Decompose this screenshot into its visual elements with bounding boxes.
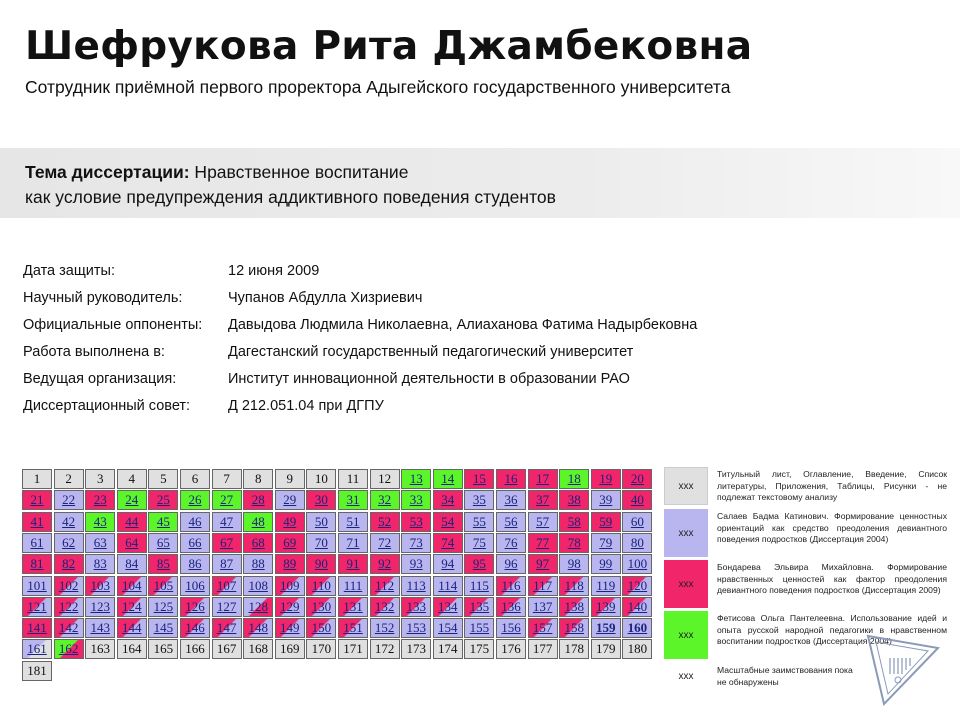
theme-label: Тема диссертации:: [25, 162, 190, 182]
page-cell-168: 168: [243, 639, 273, 659]
page-cell-56[interactable]: 56: [496, 512, 526, 532]
page-cell-65[interactable]: 65: [148, 533, 178, 553]
page-cell-159[interactable]: 159: [591, 618, 621, 638]
page-cell-42[interactable]: 42: [54, 512, 84, 532]
page-cell-119[interactable]: 119: [591, 576, 621, 596]
page-cell-59[interactable]: 59: [591, 512, 621, 532]
page-cell-161[interactable]: 161: [22, 639, 52, 659]
page-cell-162[interactable]: 162: [54, 639, 84, 659]
page-cell-180: 180: [622, 639, 652, 659]
page-cell-89[interactable]: 89: [275, 554, 305, 574]
page-cell-105[interactable]: 105: [148, 576, 178, 596]
page-cell-37[interactable]: 37: [528, 490, 558, 510]
page-cell-30[interactable]: 30: [306, 490, 336, 510]
legend-swatch: xxx: [664, 611, 708, 659]
page-cell-91[interactable]: 91: [338, 554, 368, 574]
page-cell-151[interactable]: 151: [338, 618, 368, 638]
page-cell-158[interactable]: 158: [559, 618, 589, 638]
page-cell-80[interactable]: 80: [622, 533, 652, 553]
page-cell-66[interactable]: 66: [180, 533, 210, 553]
legend-swatch: xxx: [664, 663, 708, 689]
page-cell-134[interactable]: 134: [433, 597, 463, 617]
page-cell-104[interactable]: 104: [117, 576, 147, 596]
page-cell-31[interactable]: 31: [338, 490, 368, 510]
legend-item-source-1: [664, 509, 960, 557]
page-cell-60[interactable]: 60: [622, 512, 652, 532]
page-cell-90[interactable]: 90: [306, 554, 336, 574]
page-cell-128[interactable]: 128: [243, 597, 273, 617]
page-cell-9: 9: [275, 469, 305, 489]
page-cell-46[interactable]: 46: [180, 512, 210, 532]
page-cell-173: 173: [401, 639, 431, 659]
page-cell-133[interactable]: 133: [401, 597, 431, 617]
page-cell-76[interactable]: 76: [496, 533, 526, 553]
page-cell-34[interactable]: 34: [433, 490, 463, 510]
page-cell-148[interactable]: 148: [243, 618, 273, 638]
info-value: Институт инновационной деятельности в образовании РАО: [228, 371, 630, 387]
page-cell-75[interactable]: 75: [464, 533, 494, 553]
page-cell-152[interactable]: 152: [370, 618, 400, 638]
page-cell-107[interactable]: 107: [212, 576, 242, 596]
page-cell-132[interactable]: 132: [370, 597, 400, 617]
page-cell-97[interactable]: 97: [528, 554, 558, 574]
page-cell-139[interactable]: 139: [591, 597, 621, 617]
legend-item-excluded: [664, 467, 960, 505]
theme-line1: Нравственное воспитание: [189, 162, 409, 182]
page-cell-112[interactable]: 112: [370, 576, 400, 596]
page-cell-113[interactable]: 113: [401, 576, 431, 596]
page-cell-149[interactable]: 149: [275, 618, 305, 638]
page-cell-27[interactable]: 27: [212, 490, 242, 510]
page-cell-94[interactable]: 94: [433, 554, 463, 574]
page-cell-83[interactable]: 83: [85, 554, 115, 574]
theme-line2: как условие предупреждения аддиктивного поведения студентов: [25, 187, 556, 207]
page-cell-109[interactable]: 109: [275, 576, 305, 596]
page-cell-164: 164: [117, 639, 147, 659]
page-cell-130[interactable]: 130: [306, 597, 336, 617]
page-cell-143[interactable]: 143: [85, 618, 115, 638]
page-cell-138[interactable]: 138: [559, 597, 589, 617]
page-cell-69[interactable]: 69: [275, 533, 305, 553]
page-cell-24[interactable]: 24: [117, 490, 147, 510]
legend-text: Фетисова Ольга Пантелеевна. Использование идей и опыта русской народной педагогики в нравственном воспитании подростков (Диссертация 2004): [717, 613, 947, 646]
info-label: Официальные оппоненты:: [23, 317, 203, 333]
page-cell-25[interactable]: 25: [148, 490, 178, 510]
page-cell-74[interactable]: 74: [433, 533, 463, 553]
page-cell-140[interactable]: 140: [622, 597, 652, 617]
info-label: Ведущая организация:: [23, 371, 177, 387]
page-cell-44[interactable]: 44: [117, 512, 147, 532]
page-cell-114[interactable]: 114: [433, 576, 463, 596]
page-cell-61[interactable]: 61: [22, 533, 52, 553]
page-cell-179: 179: [591, 639, 621, 659]
page-cell-39[interactable]: 39: [591, 490, 621, 510]
page-cell-22[interactable]: 22: [54, 490, 84, 510]
page-cell-78[interactable]: 78: [559, 533, 589, 553]
info-value: Чупанов Абдулла Хизриевич: [228, 290, 423, 306]
page-cell-29[interactable]: 29: [275, 490, 305, 510]
page-cell-82[interactable]: 82: [54, 554, 84, 574]
page-cell-166: 166: [180, 639, 210, 659]
page-cell-79[interactable]: 79: [591, 533, 621, 553]
info-value: Дагестанский государственный педагогический университет: [228, 344, 634, 360]
page-cell-177: 177: [528, 639, 558, 659]
page-cell-137[interactable]: 137: [528, 597, 558, 617]
page-cell-155[interactable]: 155: [464, 618, 494, 638]
page-cell-16[interactable]: 16: [496, 469, 526, 489]
page-cell-181: 181: [22, 661, 52, 681]
page-cell-43[interactable]: 43: [85, 512, 115, 532]
dissertation-theme: [25, 160, 556, 210]
page-cell-150[interactable]: 150: [306, 618, 336, 638]
page-cell-77[interactable]: 77: [528, 533, 558, 553]
page-cell-11: 11: [338, 469, 368, 489]
page-cell-28[interactable]: 28: [243, 490, 273, 510]
page-cell-117[interactable]: 117: [528, 576, 558, 596]
page-cell-167: 167: [212, 639, 242, 659]
page-cell-99[interactable]: 99: [591, 554, 621, 574]
page-cell-64[interactable]: 64: [117, 533, 147, 553]
page-cell-32[interactable]: 32: [370, 490, 400, 510]
page-cell-33[interactable]: 33: [401, 490, 431, 510]
page-cell-124[interactable]: 124: [117, 597, 147, 617]
page-cell-156[interactable]: 156: [496, 618, 526, 638]
page-cell-18[interactable]: 18: [559, 469, 589, 489]
page-cell-17[interactable]: 17: [528, 469, 558, 489]
page-cell-154[interactable]: 154: [433, 618, 463, 638]
page-cell-58[interactable]: 58: [559, 512, 589, 532]
page-cell-15[interactable]: 15: [464, 469, 494, 489]
page-cell-116[interactable]: 116: [496, 576, 526, 596]
page-cell-93[interactable]: 93: [401, 554, 431, 574]
page-cell-87[interactable]: 87: [212, 554, 242, 574]
page-cell-63[interactable]: 63: [85, 533, 115, 553]
page-cell-8: 8: [243, 469, 273, 489]
page-cell-96[interactable]: 96: [496, 554, 526, 574]
page-cell-122[interactable]: 122: [54, 597, 84, 617]
page-cell-40[interactable]: 40: [622, 490, 652, 510]
page-cell-123[interactable]: 123: [85, 597, 115, 617]
page-cell-103[interactable]: 103: [85, 576, 115, 596]
page-cell-2: 2: [54, 469, 84, 489]
page-cell-120[interactable]: 120: [622, 576, 652, 596]
page-cell-108[interactable]: 108: [243, 576, 273, 596]
page-cell-7: 7: [212, 469, 242, 489]
page-cell-1: 1: [22, 469, 52, 489]
legend-text: Бондарева Эльвира Михайловна. Формирование нравственных ценностей как фактор преодоления девиантного поведения подростков (Диссертация 2009): [717, 562, 947, 595]
page-cell-41[interactable]: 41: [22, 512, 52, 532]
page-cell-70[interactable]: 70: [306, 533, 336, 553]
legend-text: Салаев Бадма Катинович. Формирование ценностных ориентаций как средство преодоления девиантного поведения подростков (Диссертация 2004): [717, 511, 947, 544]
page-cell-54[interactable]: 54: [433, 512, 463, 532]
info-label: Работа выполнена в:: [23, 344, 165, 360]
page-cell-163: 163: [85, 639, 115, 659]
legend-text: Масштабные заимствования пока не обнаружены: [717, 665, 853, 687]
info-label: Дата защиты:: [23, 263, 115, 279]
legend-swatch: xxx: [664, 509, 708, 557]
page-cell-170: 170: [306, 639, 336, 659]
page-cell-67[interactable]: 67: [212, 533, 242, 553]
person-position: Сотрудник приёмной первого проректора Адыгейского государственного университета: [25, 77, 731, 97]
page-cell-118[interactable]: 118: [559, 576, 589, 596]
page-cell-160[interactable]: 160: [622, 618, 652, 638]
page-cell-51[interactable]: 51: [338, 512, 368, 532]
legend-swatch: xxx: [664, 560, 708, 608]
page-cell-20[interactable]: 20: [622, 469, 652, 489]
page-cell-62[interactable]: 62: [54, 533, 84, 553]
page-cell-14[interactable]: 14: [433, 469, 463, 489]
page-cell-98[interactable]: 98: [559, 554, 589, 574]
page-cell-85[interactable]: 85: [148, 554, 178, 574]
page-cell-169: 169: [275, 639, 305, 659]
page-cell-153[interactable]: 153: [401, 618, 431, 638]
page-cell-5: 5: [148, 469, 178, 489]
page-cell-49[interactable]: 49: [275, 512, 305, 532]
page-cell-38[interactable]: 38: [559, 490, 589, 510]
page-cell-36[interactable]: 36: [496, 490, 526, 510]
page-cell-126[interactable]: 126: [180, 597, 210, 617]
info-value: 12 июня 2009: [228, 263, 320, 279]
page-cell-100[interactable]: 100: [622, 554, 652, 574]
page-cell-84[interactable]: 84: [117, 554, 147, 574]
page-cell-136[interactable]: 136: [496, 597, 526, 617]
page-cell-142[interactable]: 142: [54, 618, 84, 638]
page-cell-102[interactable]: 102: [54, 576, 84, 596]
person-name: Шефрукова Рита Джамбековна: [25, 24, 753, 69]
page-cell-86[interactable]: 86: [180, 554, 210, 574]
page-cell-157[interactable]: 157: [528, 618, 558, 638]
page-cell-171: 171: [338, 639, 368, 659]
page-cell-144[interactable]: 144: [117, 618, 147, 638]
page-cell-71[interactable]: 71: [338, 533, 368, 553]
page-cell-19[interactable]: 19: [591, 469, 621, 489]
page-cell-45[interactable]: 45: [148, 512, 178, 532]
page-cell-50[interactable]: 50: [306, 512, 336, 532]
page-cell-121[interactable]: 121: [22, 597, 52, 617]
page-cell-146[interactable]: 146: [180, 618, 210, 638]
page-cell-175: 175: [464, 639, 494, 659]
page-cell-147[interactable]: 147: [212, 618, 242, 638]
page-cell-73[interactable]: 73: [401, 533, 431, 553]
page-cell-125[interactable]: 125: [148, 597, 178, 617]
page-cell-23[interactable]: 23: [85, 490, 115, 510]
page-cell-178: 178: [559, 639, 589, 659]
page-cell-165: 165: [148, 639, 178, 659]
page-cell-35[interactable]: 35: [464, 490, 494, 510]
dissertation-theme-banner: [0, 148, 960, 218]
page-cell-3: 3: [85, 469, 115, 489]
page-cell-106[interactable]: 106: [180, 576, 210, 596]
page-cell-101[interactable]: 101: [22, 576, 52, 596]
page-cell-6: 6: [180, 469, 210, 489]
page-cell-129[interactable]: 129: [275, 597, 305, 617]
page-cell-10: 10: [306, 469, 336, 489]
legend-text: Титульный лист, Оглавление, Введение, Список литературы, Приложения, Таблицы, Рисунки - не подлежат текстовому анализу: [717, 469, 947, 502]
page-cell-53[interactable]: 53: [401, 512, 431, 532]
page-cell-135[interactable]: 135: [464, 597, 494, 617]
legend-item-source-2: [664, 560, 960, 608]
page-cell-95[interactable]: 95: [464, 554, 494, 574]
page-cell-4: 4: [117, 469, 147, 489]
page-cell-141[interactable]: 141: [22, 618, 52, 638]
page-cell-12: 12: [370, 469, 400, 489]
seal-stamp-icon: [864, 630, 942, 708]
legend-swatch: xxx: [664, 467, 708, 505]
page-cell-176: 176: [496, 639, 526, 659]
page-cell-111[interactable]: 111: [338, 576, 368, 596]
page-cell-110[interactable]: 110: [306, 576, 336, 596]
info-value: Д 212.051.04 при ДГПУ: [228, 398, 384, 414]
page-cell-21[interactable]: 21: [22, 490, 52, 510]
page-cell-81[interactable]: 81: [22, 554, 52, 574]
page-cell-48[interactable]: 48: [243, 512, 273, 532]
page-cell-26[interactable]: 26: [180, 490, 210, 510]
page-cell-88[interactable]: 88: [243, 554, 273, 574]
page-cell-52[interactable]: 52: [370, 512, 400, 532]
page-cell-55[interactable]: 55: [464, 512, 494, 532]
info-label: Научный руководитель:: [23, 290, 183, 306]
page-cell-47[interactable]: 47: [212, 512, 242, 532]
page-cell-92[interactable]: 92: [370, 554, 400, 574]
page-cell-172: 172: [370, 639, 400, 659]
page-cell-13[interactable]: 13: [401, 469, 431, 489]
page-cell-174: 174: [433, 639, 463, 659]
page-cell-131[interactable]: 131: [338, 597, 368, 617]
page-cell-68[interactable]: 68: [243, 533, 273, 553]
page-cell-72[interactable]: 72: [370, 533, 400, 553]
page-cell-115[interactable]: 115: [464, 576, 494, 596]
info-label: Диссертационный совет:: [23, 398, 191, 414]
info-value: Давыдова Людмила Николаевна, Алиаханова Фатима Надырбековна: [228, 317, 698, 333]
page-cell-145[interactable]: 145: [148, 618, 178, 638]
page-cell-127[interactable]: 127: [212, 597, 242, 617]
page-cell-57[interactable]: 57: [528, 512, 558, 532]
